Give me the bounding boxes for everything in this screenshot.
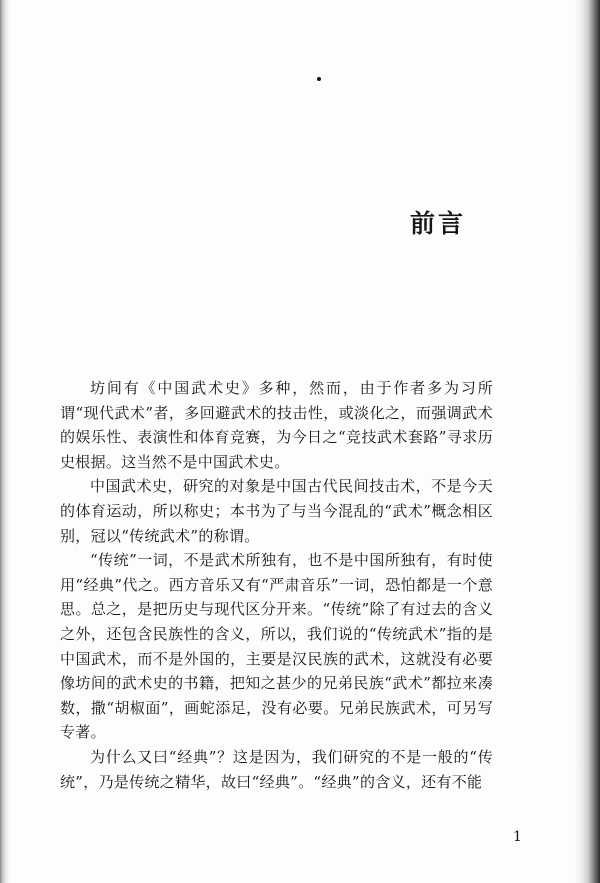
body-text bbox=[60, 376, 493, 794]
paragraph-3: “传统”一词，不是武术所独有，也不是中国所独有，有时使用“经典”代之。西方音乐又有“严肃音乐”一词，恐怕都是一个意思。总之，是把历史与现代区分开来。“传统”除了有过去的含义之外，还包含民族性的含义，所以，我们说的“传统武术”指的是中国武术，而不是外国的，主要是汉民族的武术，这就没有必要像坊间的武术史的书籍，把知之甚少的兄弟民族“武术”都拉来凑数，撒“胡椒面”，画蛇添足，没有必要。兄弟民族武术，可另写专著。 bbox=[60, 551, 493, 742]
paragraph-4: 为什么又曰“经典”？这是因为，我们研究的不是一般的“传统”，乃是传统之精华，故曰“经典”。“经典”的含义，还有不能 bbox=[60, 747, 493, 791]
scan-shadow-right bbox=[574, 0, 600, 883]
scan-shadow-left bbox=[0, 0, 10, 883]
chapter-title: 前言 bbox=[410, 209, 467, 238]
paragraph-2: 中国武术史，研究的对象是中国古代民间技击术，不是今天的体育运动，所以称史；本书为了与当今混乱的“武术”概念相区别，冠以“传统武术”的称谓。 bbox=[60, 477, 493, 545]
ornament-dot bbox=[317, 77, 321, 81]
page-number: 1 bbox=[513, 829, 522, 845]
paragraph-1: 坊间有《中国武术史》多种，然而，由于作者多为习所谓“现代武术”者，多回避武术的技击性，或淡化之，而强调武术的娱乐性、表演性和体育竞赛，为今日之“竞技武术套路”寻求历史根据。这当然不是中国武术史。 bbox=[60, 379, 493, 471]
